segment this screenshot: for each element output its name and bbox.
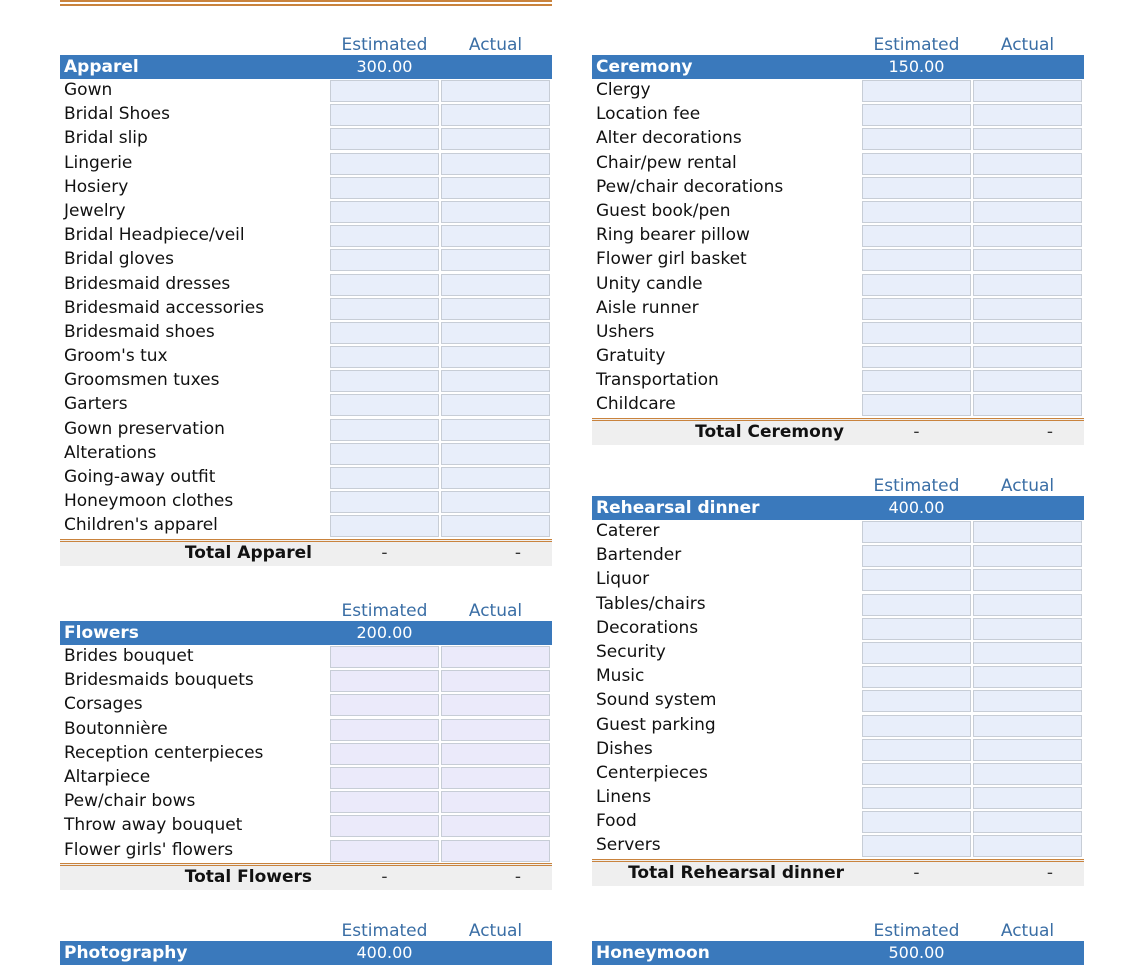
budget-item-row — [592, 520, 1084, 544]
actual-cell[interactable] — [441, 298, 550, 320]
item-label: Food — [596, 811, 637, 832]
total-estimated: - — [381, 866, 388, 887]
actual-cell[interactable] — [973, 690, 1082, 712]
actual-cell[interactable] — [441, 201, 550, 223]
estimated-cell[interactable] — [330, 743, 439, 765]
item-label: Bridesmaids bouquets — [64, 670, 254, 691]
estimated-cell[interactable] — [330, 467, 439, 489]
actual-column-header: Actual — [1000, 476, 1055, 496]
item-label: Decorations — [596, 617, 699, 638]
actual-cell[interactable] — [441, 840, 550, 862]
actual-cell[interactable] — [973, 787, 1082, 809]
estimated-cell[interactable] — [330, 201, 439, 223]
budget-item-row — [592, 273, 1084, 297]
estimated-cell[interactable] — [862, 618, 971, 640]
estimated-column-header: Estimated — [341, 35, 428, 55]
item-label: Alterations — [64, 442, 157, 463]
actual-cell[interactable] — [441, 177, 550, 199]
estimated-cell[interactable] — [330, 419, 439, 441]
item-label: Ring bearer pillow — [596, 225, 750, 246]
item-label: Going-away outfit — [64, 467, 216, 487]
estimated-cell[interactable] — [330, 153, 439, 175]
estimated-cell[interactable] — [330, 515, 439, 537]
actual-cell[interactable] — [973, 177, 1082, 199]
budget-item-row — [592, 834, 1084, 858]
actual-cell[interactable] — [973, 642, 1082, 664]
actual-cell[interactable] — [441, 491, 550, 513]
budget-item-row — [60, 200, 552, 224]
budget-item-row — [592, 762, 1084, 786]
estimated-column-header: Estimated — [341, 921, 428, 941]
estimated-cell[interactable] — [330, 719, 439, 741]
budget-item-row — [60, 127, 552, 151]
category-title: Rehearsal dinner — [596, 498, 760, 518]
budget-item-row — [60, 224, 552, 248]
budget-item-row — [60, 514, 552, 538]
estimated-cell[interactable] — [862, 787, 971, 809]
category-title: Photography — [64, 943, 188, 963]
actual-cell[interactable] — [441, 104, 550, 126]
estimated-cell[interactable] — [862, 322, 971, 344]
budget-item-row — [592, 248, 1084, 272]
category-title: Honeymoon — [596, 943, 710, 963]
actual-cell[interactable] — [973, 521, 1082, 543]
item-label: Children's apparel — [64, 515, 218, 536]
actual-cell[interactable] — [441, 719, 550, 741]
actual-cell[interactable] — [441, 815, 550, 837]
item-label: Lingerie — [64, 152, 133, 173]
category-estimated[interactable]: 150.00 — [888, 57, 945, 76]
item-label: Pew/chair decorations — [596, 176, 784, 197]
estimated-cell[interactable] — [862, 642, 971, 664]
actual-cell[interactable] — [973, 153, 1082, 175]
budget-item-row — [60, 442, 552, 466]
budget-item-row — [592, 127, 1084, 151]
total-actual: - — [1046, 421, 1053, 442]
actual-cell[interactable] — [973, 80, 1082, 102]
actual-cell[interactable] — [441, 419, 550, 441]
actual-cell[interactable] — [973, 715, 1082, 737]
actual-cell[interactable] — [441, 249, 550, 271]
item-label: Childcare — [596, 394, 676, 415]
item-label: Unity candle — [596, 273, 703, 294]
item-label: Bridal slip — [64, 128, 148, 149]
item-label: Liquor — [596, 569, 650, 590]
total-label: Total Flowers — [184, 866, 312, 887]
budget-item-row — [592, 224, 1084, 248]
category-estimated[interactable]: 200.00 — [356, 623, 413, 642]
budget-item-row — [60, 321, 552, 345]
estimated-cell[interactable] — [862, 177, 971, 199]
budget-item-row — [60, 669, 552, 693]
item-label: Gown — [64, 80, 113, 100]
estimated-column-header: Estimated — [873, 476, 960, 496]
budget-item-row — [592, 786, 1084, 810]
estimated-cell[interactable] — [330, 346, 439, 368]
ceremony-section — [592, 31, 1084, 445]
item-label: Alter decorations — [596, 128, 742, 149]
budget-item-row — [592, 714, 1084, 738]
actual-cell[interactable] — [973, 298, 1082, 320]
item-label: Security — [596, 641, 666, 662]
budget-item-row — [60, 248, 552, 272]
actual-cell[interactable] — [973, 835, 1082, 857]
actual-cell[interactable] — [441, 443, 550, 465]
item-label: Altarpiece — [64, 766, 151, 787]
estimated-cell[interactable] — [862, 835, 971, 857]
item-label: Corsages — [64, 694, 143, 715]
budget-item-row — [60, 393, 552, 417]
item-label: Bridesmaid accessories — [64, 297, 265, 318]
budget-item-row — [60, 466, 552, 490]
actual-cell[interactable] — [441, 225, 550, 247]
estimated-cell[interactable] — [862, 811, 971, 833]
total-row — [592, 418, 1084, 445]
budget-item-row — [592, 665, 1084, 689]
estimated-cell[interactable] — [330, 791, 439, 813]
estimated-cell[interactable] — [862, 715, 971, 737]
actual-cell[interactable] — [441, 515, 550, 537]
column-headers — [60, 31, 552, 55]
estimated-cell[interactable] — [330, 322, 439, 344]
estimated-column-header: Estimated — [873, 35, 960, 55]
column-headers — [592, 472, 1084, 496]
item-rows — [60, 79, 552, 539]
budget-item-row — [592, 689, 1084, 713]
apparel-section — [60, 31, 552, 566]
estimated-cell[interactable] — [862, 249, 971, 271]
actual-cell[interactable] — [973, 104, 1082, 126]
estimated-cell[interactable] — [330, 249, 439, 271]
actual-column-header: Actual — [468, 601, 523, 621]
category-header — [592, 55, 1084, 79]
column-headers — [592, 917, 1084, 941]
actual-cell[interactable] — [973, 545, 1082, 567]
item-label: Pew/chair bows — [64, 791, 196, 812]
item-label: Servers — [596, 835, 661, 856]
actual-cell[interactable] — [441, 274, 550, 296]
budget-item-row — [60, 103, 552, 127]
budget-item-row — [60, 490, 552, 514]
estimated-cell[interactable] — [330, 128, 439, 150]
budget-item-row — [592, 593, 1084, 617]
actual-cell[interactable] — [973, 739, 1082, 761]
item-label: Caterer — [596, 521, 660, 541]
total-estimated: - — [913, 421, 920, 442]
actual-cell[interactable] — [973, 322, 1082, 344]
actual-cell[interactable] — [973, 618, 1082, 640]
item-label: Guest book/pen — [596, 200, 731, 221]
category-header — [592, 941, 1084, 965]
estimated-cell[interactable] — [862, 690, 971, 712]
actual-cell[interactable] — [441, 670, 550, 692]
actual-cell[interactable] — [973, 249, 1082, 271]
estimated-column-header: Estimated — [341, 601, 428, 621]
budget-item-row — [592, 79, 1084, 103]
estimated-cell[interactable] — [330, 815, 439, 837]
estimated-cell[interactable] — [862, 298, 971, 320]
total-label: Total Ceremony — [695, 421, 844, 442]
budget-item-row — [60, 693, 552, 717]
budget-item-row — [592, 103, 1084, 127]
item-label: Bridal gloves — [64, 249, 175, 270]
budget-item-row — [592, 393, 1084, 417]
header-underline — [60, 0, 552, 6]
category-header — [60, 621, 552, 645]
estimated-cell[interactable] — [330, 443, 439, 465]
budget-item-row — [592, 810, 1084, 834]
item-label: Music — [596, 666, 645, 687]
actual-cell[interactable] — [973, 274, 1082, 296]
actual-cell[interactable] — [441, 322, 550, 344]
item-label: Groomsmen tuxes — [64, 370, 220, 391]
actual-cell[interactable] — [973, 569, 1082, 591]
budget-item-row — [60, 718, 552, 742]
category-title: Ceremony — [596, 57, 693, 77]
total-row — [60, 539, 552, 566]
total-actual: - — [514, 542, 521, 563]
item-label: Transportation — [596, 370, 719, 391]
total-row — [592, 859, 1084, 886]
item-label: Aisle runner — [596, 297, 699, 318]
actual-cell[interactable] — [973, 666, 1082, 688]
budget-item-row — [60, 766, 552, 790]
total-label: Total Rehearsal dinner — [628, 862, 844, 883]
item-label: Hosiery — [64, 176, 129, 197]
category-estimated[interactable]: 500.00 — [888, 943, 945, 962]
actual-cell[interactable] — [441, 128, 550, 150]
total-label: Total Apparel — [184, 542, 312, 563]
estimated-cell[interactable] — [330, 694, 439, 716]
actual-cell[interactable] — [973, 811, 1082, 833]
actual-cell[interactable] — [973, 370, 1082, 392]
budget-item-row — [60, 369, 552, 393]
category-header — [60, 55, 552, 79]
item-label: Groom's tux — [64, 346, 168, 367]
item-label: Dishes — [596, 738, 653, 759]
item-label: Bridal Shoes — [64, 104, 170, 125]
budget-item-row — [60, 418, 552, 442]
flowers-section — [60, 597, 552, 890]
estimated-cell[interactable] — [330, 840, 439, 862]
actual-cell[interactable] — [441, 370, 550, 392]
budget-item-row — [592, 321, 1084, 345]
item-label: Bridesmaid dresses — [64, 273, 231, 294]
item-label: Boutonnière — [64, 718, 168, 739]
budget-item-row — [592, 176, 1084, 200]
estimated-cell[interactable] — [330, 298, 439, 320]
estimated-cell[interactable] — [862, 394, 971, 416]
estimated-cell[interactable] — [330, 670, 439, 692]
budget-item-row — [60, 790, 552, 814]
actual-cell[interactable] — [441, 791, 550, 813]
item-label: Throw away bouquet — [64, 815, 243, 836]
actual-cell[interactable] — [973, 763, 1082, 785]
column-headers — [60, 597, 552, 621]
estimated-cell[interactable] — [862, 666, 971, 688]
estimated-cell[interactable] — [330, 104, 439, 126]
budget-item-row — [60, 742, 552, 766]
item-label: Ushers — [596, 321, 655, 342]
budget-item-row — [60, 297, 552, 321]
budget-item-row — [592, 738, 1084, 762]
item-label: Clergy — [596, 80, 651, 100]
total-actual: - — [1046, 862, 1053, 883]
item-label: Brides bouquet — [64, 646, 194, 666]
category-header — [592, 496, 1084, 520]
budget-item-row — [592, 297, 1084, 321]
actual-cell[interactable] — [441, 767, 550, 789]
actual-cell[interactable] — [441, 743, 550, 765]
actual-cell[interactable] — [441, 346, 550, 368]
item-label: Jewelry — [64, 200, 126, 221]
budget-item-row — [60, 273, 552, 297]
total-row — [60, 863, 552, 890]
honeymoon-section — [592, 917, 1084, 965]
estimated-column-header: Estimated — [873, 921, 960, 941]
actual-cell[interactable] — [973, 594, 1082, 616]
budget-item-row — [592, 345, 1084, 369]
budget-item-row — [592, 369, 1084, 393]
item-label: Bridal Headpiece/veil — [64, 225, 245, 246]
budget-item-row — [592, 568, 1084, 592]
estimated-cell[interactable] — [330, 491, 439, 513]
estimated-cell[interactable] — [862, 594, 971, 616]
actual-cell[interactable] — [441, 646, 550, 668]
category-estimated[interactable]: 400.00 — [356, 943, 413, 962]
actual-cell[interactable] — [973, 201, 1082, 223]
column-headers — [592, 31, 1084, 55]
item-label: Reception centerpieces — [64, 742, 264, 763]
budget-item-row — [60, 839, 552, 863]
budget-item-row — [60, 176, 552, 200]
estimated-cell[interactable] — [862, 153, 971, 175]
item-label: Bridesmaid shoes — [64, 321, 215, 342]
budget-item-row — [592, 617, 1084, 641]
budget-item-row — [60, 152, 552, 176]
item-label: Centerpieces — [596, 762, 708, 783]
category-title: Flowers — [64, 623, 139, 643]
estimated-cell[interactable] — [330, 394, 439, 416]
item-label: Chair/pew rental — [596, 152, 737, 173]
estimated-cell[interactable] — [330, 370, 439, 392]
estimated-cell[interactable] — [862, 763, 971, 785]
estimated-cell[interactable] — [330, 177, 439, 199]
item-label: Location fee — [596, 104, 701, 125]
estimated-cell[interactable] — [862, 274, 971, 296]
category-estimated[interactable]: 400.00 — [888, 498, 945, 517]
estimated-cell[interactable] — [862, 739, 971, 761]
estimated-cell[interactable] — [862, 569, 971, 591]
total-estimated: - — [913, 862, 920, 883]
estimated-cell[interactable] — [330, 225, 439, 247]
estimated-cell[interactable] — [330, 767, 439, 789]
photography-section — [60, 917, 552, 965]
actual-cell[interactable] — [441, 80, 550, 102]
estimated-cell[interactable] — [862, 128, 971, 150]
rehearsal-dinner-section — [592, 472, 1084, 886]
actual-cell[interactable] — [441, 394, 550, 416]
actual-cell[interactable] — [441, 694, 550, 716]
budget-item-row — [592, 200, 1084, 224]
item-label: Gratuity — [596, 346, 666, 367]
item-label: Gown preservation — [64, 418, 225, 439]
actual-cell[interactable] — [441, 467, 550, 489]
column-headers — [60, 917, 552, 941]
budget-item-row — [60, 814, 552, 838]
estimated-cell[interactable] — [862, 104, 971, 126]
budget-item-row — [592, 641, 1084, 665]
item-rows — [592, 520, 1084, 859]
estimated-cell[interactable] — [330, 274, 439, 296]
actual-column-header: Actual — [468, 921, 523, 941]
item-label: Flower girl basket — [596, 249, 747, 270]
actual-cell[interactable] — [973, 128, 1082, 150]
item-label: Guest parking — [596, 714, 716, 735]
estimated-cell[interactable] — [862, 201, 971, 223]
actual-column-header: Actual — [1000, 921, 1055, 941]
estimated-cell[interactable] — [862, 346, 971, 368]
actual-cell[interactable] — [973, 394, 1082, 416]
item-label: Garters — [64, 394, 128, 415]
estimated-cell[interactable] — [330, 80, 439, 102]
item-label: Linens — [596, 787, 652, 808]
item-label: Flower girls' flowers — [64, 839, 234, 860]
actual-cell[interactable] — [973, 346, 1082, 368]
actual-column-header: Actual — [468, 35, 523, 55]
estimated-cell[interactable] — [862, 545, 971, 567]
budget-item-row — [60, 645, 552, 669]
total-estimated: - — [381, 542, 388, 563]
actual-column-header: Actual — [1000, 35, 1055, 55]
actual-cell[interactable] — [973, 225, 1082, 247]
category-title: Apparel — [64, 57, 139, 77]
budget-item-row — [60, 345, 552, 369]
budget-item-row — [60, 79, 552, 103]
item-label: Honeymoon clothes — [64, 491, 234, 512]
actual-cell[interactable] — [441, 153, 550, 175]
item-rows — [60, 645, 552, 863]
estimated-cell[interactable] — [330, 646, 439, 668]
item-label: Tables/chairs — [596, 593, 706, 614]
item-rows — [592, 79, 1084, 418]
item-label: Bartender — [596, 545, 682, 566]
estimated-cell[interactable] — [862, 225, 971, 247]
estimated-cell[interactable] — [862, 521, 971, 543]
budget-item-row — [592, 152, 1084, 176]
budget-item-row — [592, 544, 1084, 568]
total-actual: - — [514, 866, 521, 887]
category-estimated[interactable]: 300.00 — [356, 57, 413, 76]
estimated-cell[interactable] — [862, 80, 971, 102]
estimated-cell[interactable] — [862, 370, 971, 392]
category-header — [60, 941, 552, 965]
item-label: Sound system — [596, 690, 717, 711]
